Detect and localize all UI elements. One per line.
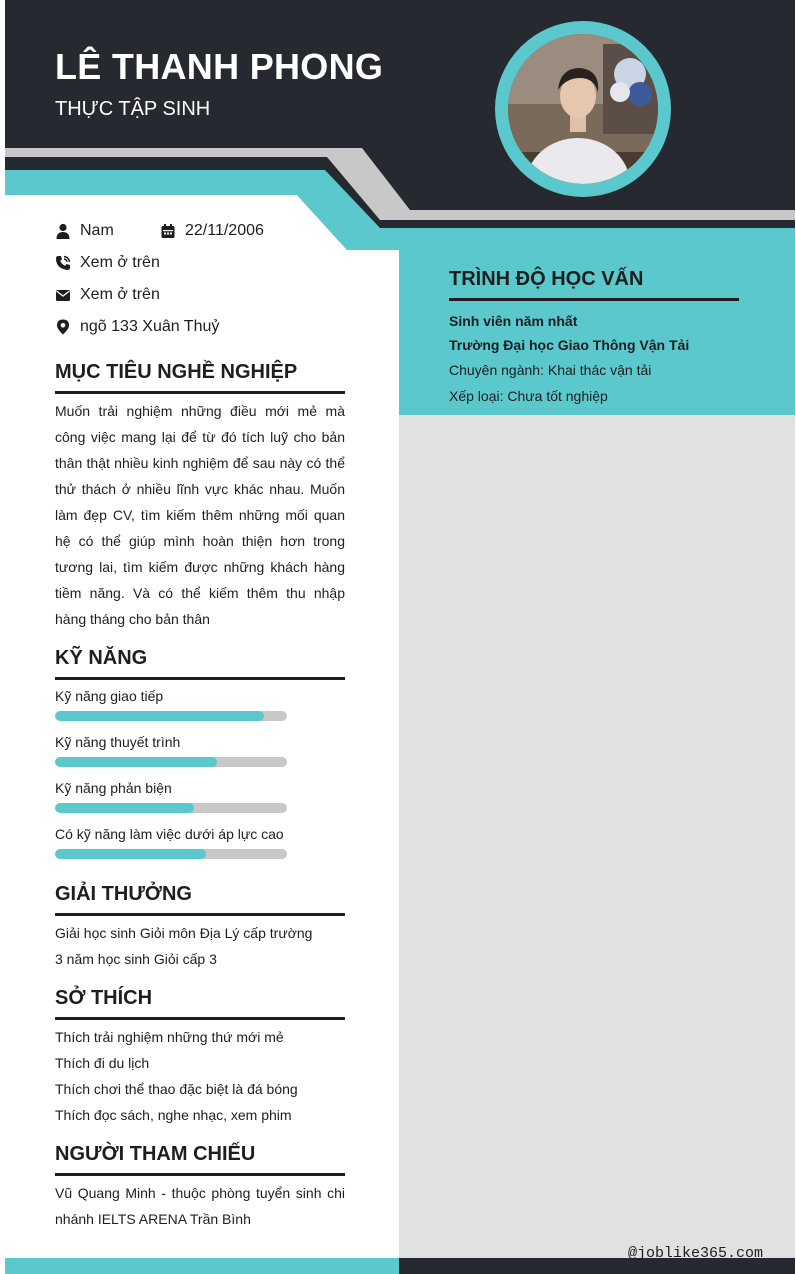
education-level: Sinh viên năm nhất	[449, 313, 578, 329]
skill-bar-track	[55, 757, 287, 767]
skills-title: KỸ NĂNG	[55, 647, 345, 680]
references-title: NGƯỜI THAM CHIẾU	[55, 1143, 345, 1176]
education-major: Chuyên ngành: Khai thác vận tải	[449, 362, 652, 378]
cv-page	[5, 0, 795, 1274]
candidate-role: THỰC TẬP SINH	[55, 98, 211, 120]
address-value: ngõ 133 Xuân Thuỷ	[80, 318, 220, 335]
skill-bar-fill	[55, 803, 194, 813]
skill-bar-track	[55, 711, 287, 721]
skill-bar-fill	[55, 711, 264, 721]
envelope-icon	[55, 287, 71, 303]
user-icon	[55, 223, 71, 239]
skill-bar-fill	[55, 757, 217, 767]
hobby-item: Thích trải nghiệm những thứ mới mẻ	[55, 1029, 284, 1045]
address-row	[55, 318, 219, 336]
education-rank: Xếp loại: Chưa tốt nghiệp	[449, 388, 608, 404]
hobby-item: Thích đọc sách, nghe nhạc, xem phim	[55, 1107, 292, 1123]
phone-icon	[55, 255, 71, 271]
hobbies-section	[55, 987, 345, 1128]
skills-section	[55, 647, 345, 871]
phone-value: Xem ở trên	[80, 254, 160, 271]
map-pin-icon	[55, 319, 71, 335]
avatar	[495, 21, 671, 197]
phone-row	[55, 254, 160, 272]
skill-label: Kỹ năng giao tiếp	[55, 688, 164, 704]
profile-photo-illustration	[508, 34, 658, 184]
birthday-row	[160, 222, 264, 240]
skill-label: Kỹ năng thuyết trình	[55, 734, 181, 750]
hobby-item: Thích đi du lịch	[55, 1055, 150, 1071]
education-school: Trường Đại học Giao Thông Vận Tải	[449, 337, 690, 353]
skill-label: Kỹ năng phản biện	[55, 780, 172, 796]
objective-section	[55, 361, 345, 632]
footer-accent-bar	[5, 1258, 399, 1274]
references-text: Vũ Quang Minh - thuộc phòng tuyển sinh chi nhánh IELTS ARENA Trần Bình	[55, 1185, 345, 1227]
profile-photo	[508, 34, 658, 184]
education-title: TRÌNH ĐỘ HỌC VẤN	[449, 268, 739, 301]
gender-value: Nam	[80, 222, 114, 239]
calendar-icon	[160, 223, 176, 239]
skill-bar-track	[55, 849, 287, 859]
objective-text: Muốn trải nghiệm những điều mới mẻ mà công việc mang lại để từ đó tích luỹ cho bản thân thật nhiều kinh nghiệm để sau này có thể thử thách ở nhiều lĩnh vực khác nhau. Muốn làm đẹp CV, tìm kiếm thêm những mối quan hệ có thể giúp mình hoàn thiện hơn trong tương lai, tìm kiếm được những khách hàng tiềm năng. Và có thể kiếm thêm thu nhập hàng tháng cho bản thân	[55, 403, 345, 627]
skill-label: Có kỹ năng làm việc dưới áp lực cao	[55, 826, 284, 842]
email-value: Xem ở trên	[80, 286, 160, 303]
references-section	[55, 1143, 345, 1232]
objective-title: MỤC TIÊU NGHỀ NGHIỆP	[55, 361, 345, 394]
hobbies-title: SỞ THÍCH	[55, 987, 345, 1020]
award-item: 3 năm học sinh Giỏi cấp 3	[55, 951, 217, 967]
skill-item	[55, 779, 345, 825]
candidate-name: LÊ THANH PHONG	[55, 46, 384, 87]
email-row	[55, 286, 160, 304]
skill-bar-track	[55, 803, 287, 813]
award-item: Giải học sinh Giỏi môn Địa Lý cấp trường	[55, 925, 313, 941]
skill-item	[55, 687, 345, 733]
header-background	[5, 0, 795, 250]
awards-title: GIẢI THƯỞNG	[55, 883, 345, 916]
gender-row	[55, 222, 114, 240]
skill-bar-fill	[55, 849, 206, 859]
awards-section	[55, 883, 345, 972]
watermark-text: @joblike365.com	[627, 1245, 763, 1262]
hobby-item: Thích chơi thể thao đặc biệt là đá bóng	[55, 1081, 298, 1097]
education-section	[449, 268, 739, 409]
skill-item	[55, 733, 345, 779]
birthday-value: 22/11/2006	[185, 222, 264, 239]
skill-item	[55, 825, 345, 871]
